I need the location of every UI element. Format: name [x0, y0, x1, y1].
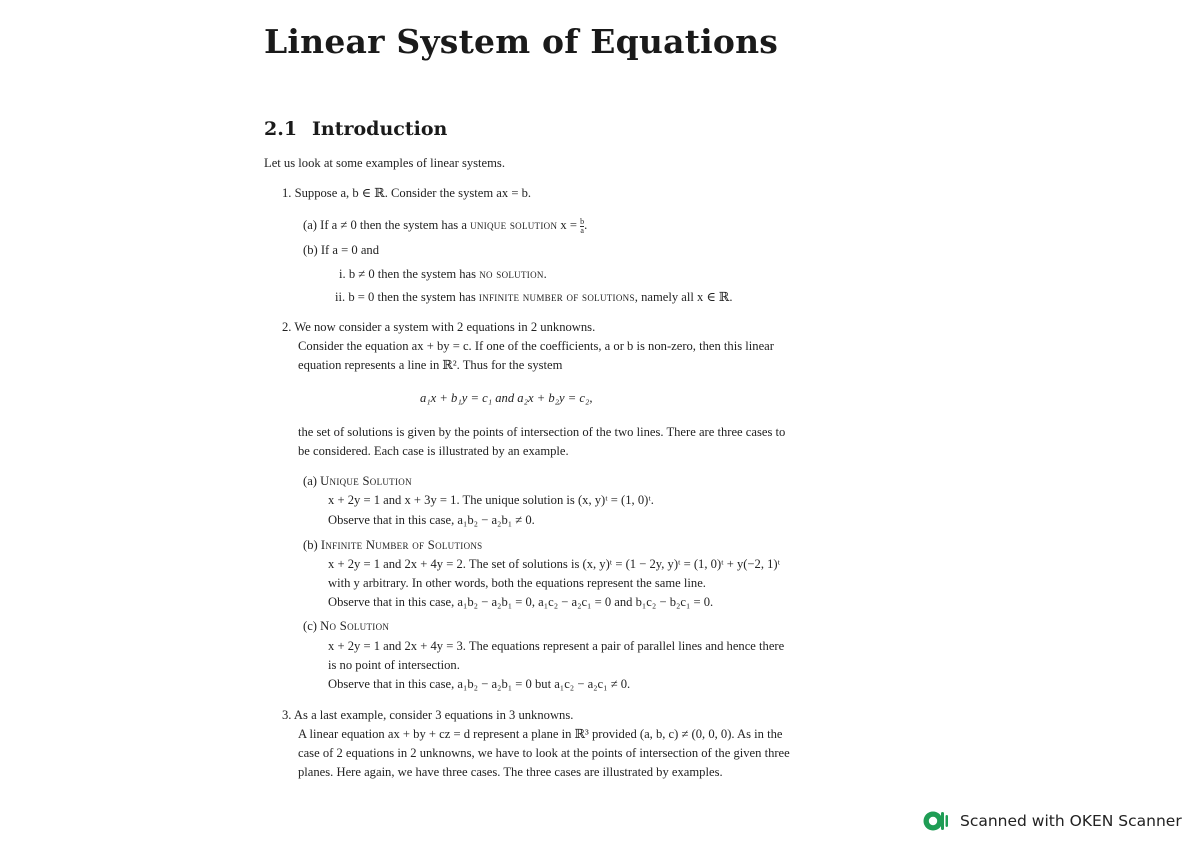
fraction-denominator: a [580, 225, 584, 235]
item-2-number: 2. [282, 320, 292, 334]
case-c-heading [303, 617, 389, 635]
case-b-label: (b) [303, 538, 318, 552]
section-number: 2.1 [264, 118, 298, 140]
item-1 [282, 184, 531, 202]
item-3-line-1: As a last example, consider 3 equations in 3 unknowns. [293, 708, 574, 722]
item-1b-ii-post: , namely all x ∈ ℝ. [634, 290, 733, 304]
item-1b-ii-smallcaps: infinite number of solutions [478, 290, 635, 304]
item-1b [303, 241, 379, 259]
case-c-label: (c) [303, 619, 317, 633]
scanner-watermark [922, 809, 1182, 833]
item-1b-ii-pre: b = 0 then the system has [348, 290, 476, 304]
item-2-line-2: Consider the equation ax + by = c. If one of the coefficients, a or b is non-zero, then this linear [298, 339, 774, 353]
case-a-title: Unique Solution [320, 474, 412, 488]
case-b-line-1: x + 2y = 1 and 2x + 4y = 2. The set of solutions is (x, y)ᵗ = (1 − 2y, y)ᵗ = (1, 0)ᵗ + y(−2, 1)ᵗ [328, 557, 781, 571]
case-c-line-2: is no point of intersection. [328, 658, 460, 672]
case-c-title: No Solution [320, 619, 390, 633]
item-1-text: Suppose a, b ∈ ℝ. Consider the system ax = b. [294, 186, 532, 200]
item-1b-label: (b) [303, 243, 318, 257]
display-equation: a₁x + b₁y = c₁ and a₂x + b₂y = c₂, [420, 391, 593, 405]
item-1b-i-smallcaps: no solution [479, 267, 544, 281]
scanner-watermark-text: Scanned with OKEN Scanner [960, 812, 1182, 830]
case-a-line-2: Observe that in this case, a₁b₂ − a₂b₁ ≠ 0. [328, 513, 535, 527]
item-1a: (a) If a ≠ 0 then the system has a unique solution x = $\frac{b}{a}$ . [303, 216, 588, 235]
item-1a-label: (a) [303, 218, 317, 232]
item-1b-i-label: i. [339, 267, 346, 281]
case-c-line-1: x + 2y = 1 and 2x + 4y = 3. The equations represent a pair of parallel lines and hence there [328, 639, 785, 653]
case-b-line-2: with y arbitrary. In other words, both the equations represent the same line. [328, 576, 706, 590]
case-a-heading [303, 472, 412, 490]
item-2-line-4: the set of solutions is given by the points of intersection of the two lines. There are three cases to [298, 425, 786, 439]
case-c-line-3: Observe that in this case, a₁b₂ − a₂b₁ = 0 but a₁c₂ − a₂c₁ ≠ 0. [328, 677, 631, 691]
item-2-line-5: be considered. Each case is illustrated by an example. [298, 444, 569, 458]
item-3-number: 3. [282, 708, 292, 722]
item-1b-i-pre: b ≠ 0 then the system has [348, 267, 477, 281]
item-1a-smallcaps: unique solution [470, 218, 558, 232]
item-1b-text: If a = 0 and [320, 243, 379, 257]
item-1b-ii [335, 288, 733, 306]
item-2-line-3: equation represents a line in ℝ². Thus for the system [298, 358, 563, 372]
item-2 [282, 318, 595, 336]
item-1a-pre: If a ≠ 0 then the system has a [320, 218, 467, 232]
case-b-line-3: Observe that in this case, a₁b₂ − a₂b₁ = 0, a₁c₂ − a₂c₁ = 0 and b₁c₂ − b₂c₁ = 0. [328, 595, 714, 609]
case-a-line-1: x + 2y = 1 and x + 3y = 1. The unique solution is (x, y)ᵗ = (1, 0)ᵗ. [328, 493, 654, 507]
oken-scanner-logo-icon [922, 810, 952, 832]
item-1a-fraction [580, 218, 584, 235]
item-3-line-2: A linear equation ax + by + cz = d represent a plane in ℝ³ provided (a, b, c) ≠ (0, 0, 0). As in the [298, 727, 783, 741]
case-a-label: (a) [303, 474, 317, 488]
item-1-number: 1. [282, 186, 292, 200]
item-1a-post: x = [560, 218, 577, 232]
case-b-heading [303, 536, 482, 554]
page-title: Linear System of Equations [264, 22, 779, 61]
item-3-line-4: planes. Here again, we have three cases. The three cases are illustrated by examples. [298, 765, 723, 779]
item-3 [282, 706, 573, 724]
fraction-numerator: b [580, 216, 585, 226]
item-2-line-1: We now consider a system with 2 equations in 2 unknowns. [294, 320, 596, 334]
item-1b-i: i. b ≠ 0 then the system has no solution. [339, 267, 547, 281]
item-1b-ii-label: ii. [335, 290, 346, 304]
section-title: Introduction [312, 118, 448, 140]
intro-text: Let us look at some examples of linear systems. [264, 156, 505, 170]
item-3-line-3: case of 2 equations in 2 unknowns, we have to look at the points of intersection of the given three [298, 746, 790, 760]
section-heading [264, 118, 447, 140]
case-b-title: Infinite Number of Solutions [320, 538, 483, 552]
